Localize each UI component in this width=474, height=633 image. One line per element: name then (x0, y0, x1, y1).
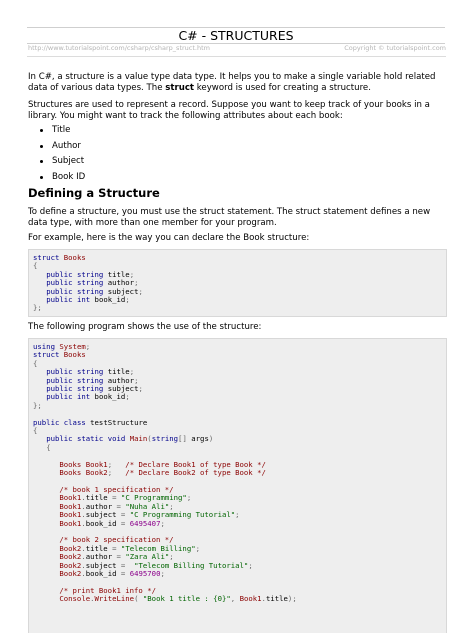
code-line: }; (33, 303, 42, 313)
code-line: { (46, 442, 51, 452)
code-line: Book2.book_id = 6495700; (59, 568, 165, 578)
code-line: /* book 1 specification */ (59, 484, 174, 494)
code-line: Book1.book_id = 6495407; (59, 518, 165, 528)
code-line: { (33, 261, 38, 271)
code-line: struct Books (33, 253, 86, 262)
program-paragraph: The following program shows the use of the structure: (28, 322, 262, 332)
code-line: /* print Book1 info */ (59, 585, 157, 595)
intro-text-2: keyword is used for creating a structure. (194, 82, 371, 93)
code-line: Console.WriteLine( "Book 1 title : {0}", Book1.title); (59, 594, 297, 604)
code-line: Books Book2; /* Declare Book2 of type Book */ (59, 468, 266, 478)
list-item: Title (40, 125, 85, 141)
header-divider (27, 56, 446, 57)
code-line: Book1.author = "Nuha Ali"; (59, 501, 174, 511)
code-block-struct (28, 249, 447, 317)
list-item: Book ID (40, 172, 85, 188)
attribute-list (40, 125, 85, 187)
code-line: public string author; (46, 278, 139, 288)
code-line: struct Books (33, 350, 86, 360)
code-line: public class testStructure (33, 417, 148, 427)
code-line: public string title; (46, 269, 135, 279)
code-line: Book2.subject = "Telecom Billing Tutorial"; (59, 560, 253, 570)
list-item: Author (40, 141, 85, 157)
code-listing (33, 343, 297, 604)
code-line: { (33, 358, 38, 368)
code-line: public int book_id; (46, 392, 130, 402)
code-line: public string author; (46, 375, 139, 385)
list-item: Subject (40, 156, 85, 172)
code-line: Books Book1; /* Declare Book1 of type Book */ (59, 459, 266, 469)
code-line: Book1.title = "C Programming"; (59, 493, 192, 503)
code-line: using System; (33, 342, 91, 351)
example-paragraph: For example, here is the way you can declare the Book structure: (28, 233, 310, 243)
define-paragraph: To define a structure, you must use the struct statement. The struct statement defines a new data type, with more than one member for your program. (28, 207, 431, 228)
code-line: /* book 2 specification */ (59, 535, 174, 545)
intro-text-1: In C#, a structure is a value type data type. It helps you to make a single variable hold related data of various data types. The (28, 72, 436, 93)
code-line: Book2.title = "Telecom Billing"; (59, 543, 201, 553)
code-line: { (33, 426, 38, 436)
code-block-program (28, 338, 447, 633)
page-title: C# - STRUCTURES (27, 27, 445, 44)
source-url[interactable]: http://www.tutorialspoint.com/csharp/csharp_struct.htm (28, 44, 210, 52)
code-line: public static void Main(string[] args) (46, 434, 214, 444)
code-line: Book1.subject = "C Programming Tutorial"; (59, 510, 240, 520)
code-line: public string subject; (46, 384, 143, 394)
copyright-notice: Copyright © tutorialspoint.com (344, 44, 446, 52)
code-line: }; (33, 400, 42, 410)
struct-keyword: struct (165, 82, 195, 93)
code-line: public int book_id; (46, 295, 130, 305)
code-listing (33, 254, 143, 313)
code-line: Book2.author = "Zara Ali"; (59, 552, 174, 562)
code-line: public string subject; (46, 286, 143, 296)
intro-paragraph (28, 72, 448, 94)
records-paragraph: Structures are used to represent a record. Suppose you want to keep track of your books in a library. You might want to track the following attributes about each book: (28, 100, 430, 121)
section-heading: Defining a Structure (28, 186, 160, 200)
source-row (28, 44, 446, 54)
code-line: public string title; (46, 367, 135, 377)
